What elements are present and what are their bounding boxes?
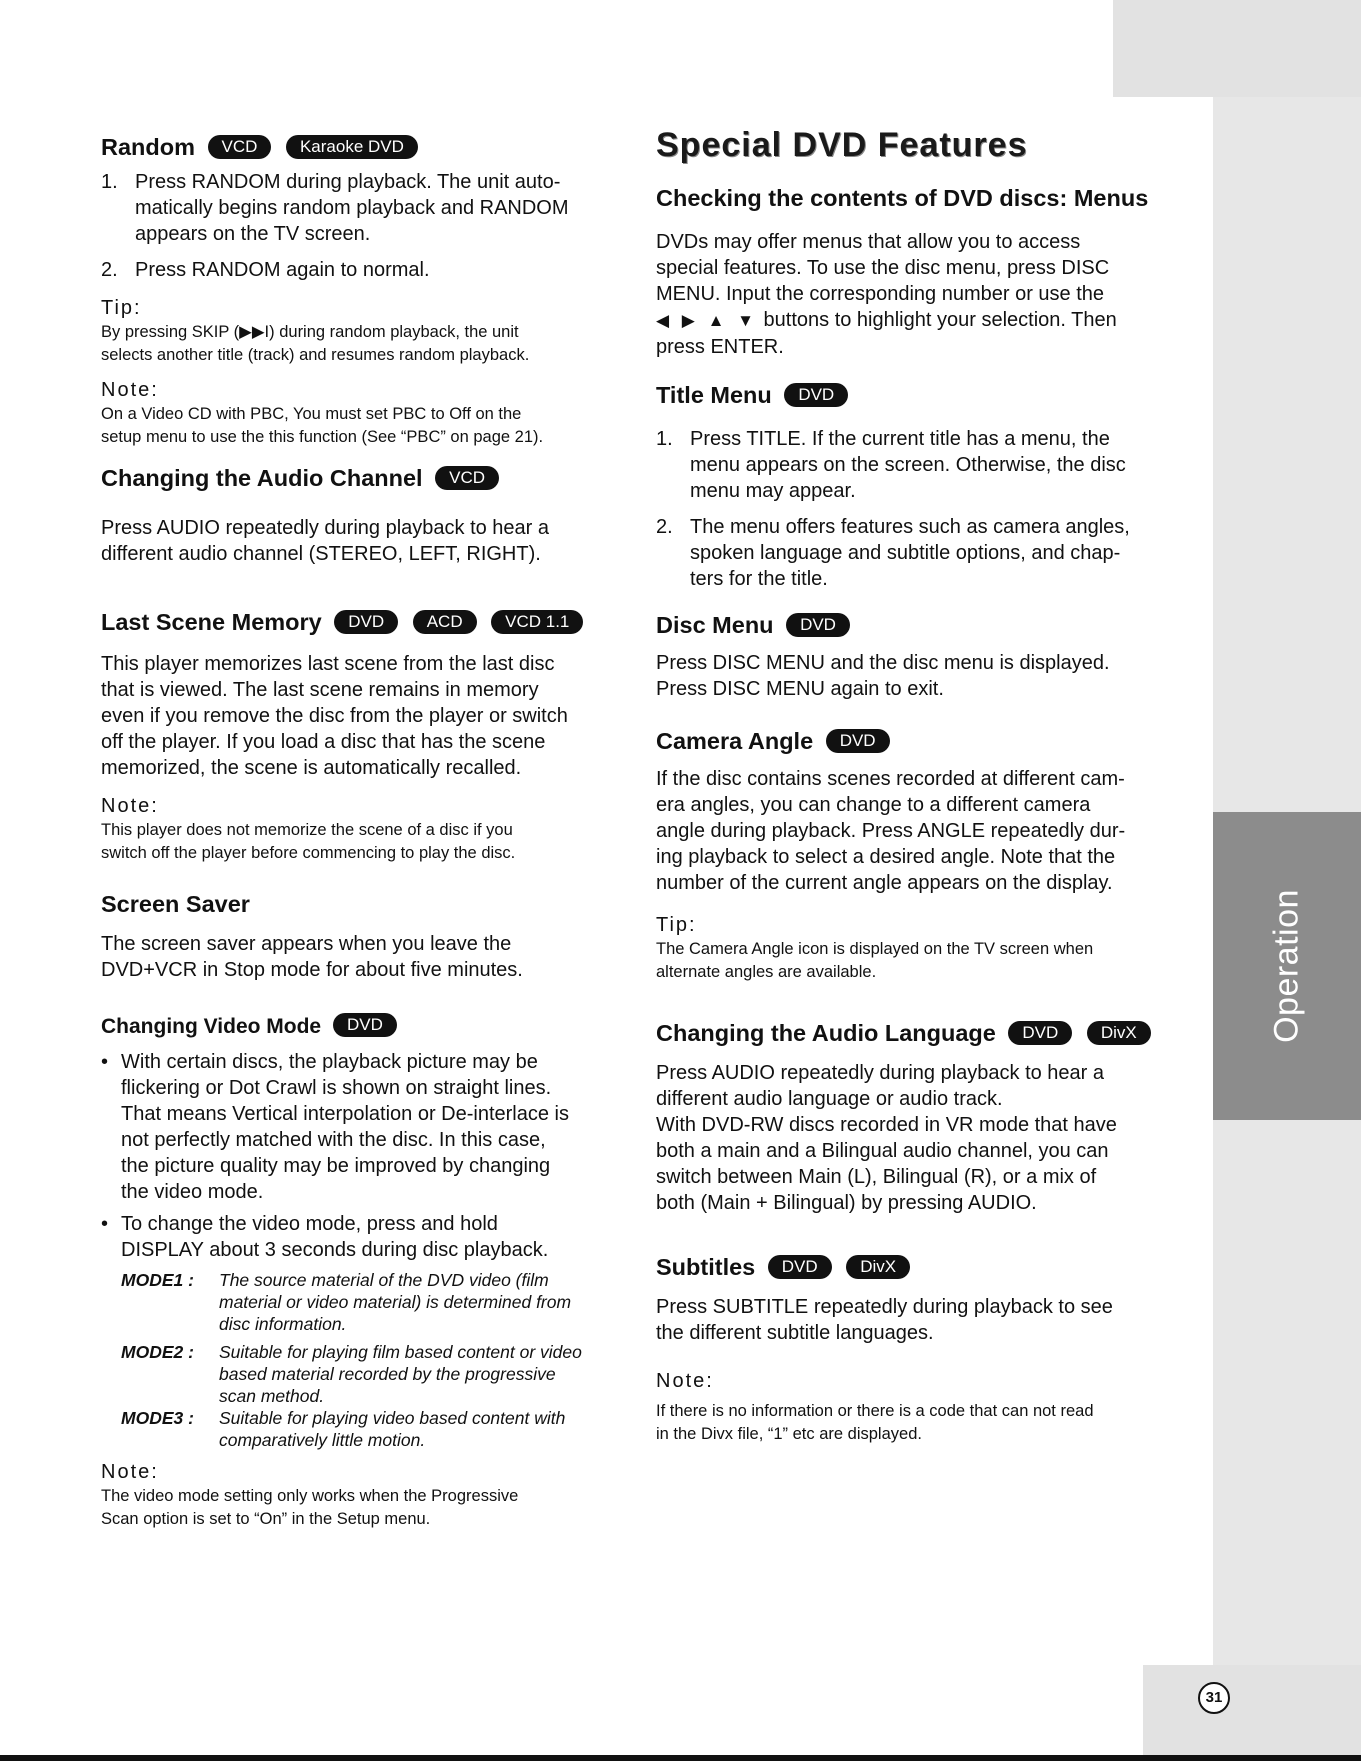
text-line: Press AUDIO repeatedly during playback to hear a [101,517,550,539]
note-text [101,819,621,865]
text-line: comparatively little motion. [219,1430,426,1450]
note-line: On a Video CD with PBC, You must set PBC to Off on the [101,405,522,423]
text-line: that is viewed. The last scene remains in memory [101,679,539,701]
section-tab-label: Operation [1267,889,1306,1043]
note-label: Note: [101,379,159,401]
camera-angle-text [656,766,1191,896]
page-number: 31 [1198,1682,1230,1714]
note-label: Note: [101,795,159,817]
text-line: angle during playback. Press ANGLE repeatedly dur- [656,820,1126,842]
text-line: off the player. If you load a disc that has the scene [101,731,546,753]
tip-text [656,938,1191,984]
text-line: Press TITLE. If the current title has a menu, the [690,428,1110,450]
left-column [101,125,621,1531]
random-step1-line: appears on the TV screen. [135,223,371,245]
text-line: Suitable for playing film based content or video [219,1342,582,1362]
text-line: scan method. [219,1386,325,1406]
page-title: Special DVD Features [656,126,1028,164]
camera-angle-title: Camera Angle [656,728,814,754]
text-line: Suitable for playing video based content with [219,1408,566,1428]
note-text [656,1400,1191,1446]
last-scene-title: Last Scene Memory [101,609,322,635]
text-line: era angles, you can change to a different camera [656,794,1091,816]
karaoke-dvd-badge: Karaoke DVD [286,135,418,159]
text-line: DVD+VCR in Stop mode for about five minutes. [101,959,523,981]
note-text [101,403,621,449]
note-label: Note: [656,1370,714,1392]
text-line: The menu offers features such as camera angles, [690,516,1130,538]
text-line: This player memorizes last scene from the last disc [101,653,555,675]
acd-badge: ACD [413,610,477,634]
text-line: ing playback to select a desired angle. Note that the [656,846,1116,868]
text-line: The source material of the DVD video (film [219,1270,549,1290]
subtitles-heading [656,1252,1191,1282]
disc-menu-heading [656,610,1191,640]
text-line: spoken language and subtitle options, and chap- [690,542,1121,564]
note-text [101,1485,621,1531]
tip-text [101,321,621,367]
screen-saver-text [101,931,621,983]
text-line: switch between Main (L), Bilingual (R), or a mix of [656,1166,1097,1188]
vcd-1-1-badge: VCD 1.1 [491,610,583,634]
divx-badge: DivX [1087,1021,1151,1045]
tip-line: By pressing SKIP (▶▶I) during random playback, the unit [101,323,519,341]
text-line: Press AUDIO repeatedly during playback to hear a [656,1062,1105,1084]
dvd-badge: DVD [1008,1021,1072,1045]
note-line: If there is no information or there is a code that can not read [656,1402,1094,1420]
dvd-badge: DVD [784,383,848,407]
random-step1-line: Press RANDOM during playback. The unit auto- [135,171,561,193]
bottom-rule [0,1755,1361,1761]
title-menu-steps [656,426,1191,592]
tip-line: The Camera Angle icon is displayed on the TV screen when [656,940,1094,958]
text-line: Press DISC MENU and the disc menu is displayed. [656,652,1110,674]
mode2-row [101,1341,621,1407]
tip-line: selects another title (track) and resumes random playback. [101,346,530,364]
list-item: 1. Press RANDOM during playback. The unit auto- matically begins random playback and RANDOM appears on the TV screen. [101,171,569,245]
note-line: The video mode setting only works when the Progressive [101,1487,519,1505]
mode1-row [101,1269,621,1335]
text-line: buttons to highlight your selection. Then [763,309,1117,331]
disc-menu-text [656,650,1191,702]
text-line: different audio language or audio track. [656,1088,1003,1110]
list-item: 2. The menu offers features such as camera angles, spoken language and subtitle options, and chap- ters for the title. [656,516,1130,590]
list-item: • With certain discs, the playback picture may be flickering or Dot Crawl is shown on straight lines. That means Vertical interpolation or De-interlace is not perfectly matched with the disc. In this case, the picture quality may be improved by changing the video mode. [101,1051,569,1203]
title-menu-title: Title Menu [656,382,772,408]
text-line: press ENTER. [656,336,784,358]
audio-language-heading [656,1018,1191,1048]
list-item: 1. Press TITLE. If the current title has a menu, the menu appears on the screen. Otherwise, the disc menu may appear. [656,428,1126,502]
text-line: If the disc contains scenes recorded at different cam- [656,768,1125,790]
video-mode-heading [101,1013,621,1041]
divx-badge: DivX [846,1255,910,1279]
note-line: switch off the player before commencing to play the disc. [101,844,516,862]
sidebar-foot-band [1143,1665,1361,1761]
vcd-badge: VCD [435,466,499,490]
audio-channel-text [101,515,621,567]
text-line: With DVD-RW discs recorded in VR mode that have [656,1114,1117,1136]
disc-menu-title: Disc Menu [656,612,774,638]
text-line: both (Main + Bilingual) by pressing AUDIO. [656,1192,1037,1214]
text-line: the different subtitle languages. [656,1322,934,1344]
camera-angle-heading [656,726,1191,756]
video-mode-bullets [101,1049,621,1263]
mode2-key: MODE2 : [121,1342,194,1362]
text-line: That means Vertical interpolation or De-interlace is [121,1103,569,1125]
screen-saver-heading: Screen Saver [101,891,250,917]
text-line: To change the video mode, press and hold [121,1213,498,1235]
tip-label: Tip: [101,297,142,319]
text-line: DISPLAY about 3 seconds during disc playback. [121,1239,549,1261]
title-menu-heading [656,380,1191,410]
dvd-badge: DVD [826,729,890,753]
note-line: This player does not memorize the scene of a disc if you [101,821,513,839]
audio-language-text [656,1060,1191,1216]
text-line: disc information. [219,1314,347,1334]
dvd-badge: DVD [768,1255,832,1279]
mode3-row [101,1407,621,1451]
text-line: DVDs may offer menus that allow you to access [656,231,1081,253]
note-line: in the Divx file, “1” etc are displayed. [656,1425,922,1443]
text-line: menu may appear. [690,480,856,502]
tip-label: Tip: [656,914,697,936]
random-steps [101,169,621,283]
random-heading [101,132,621,162]
arrow-buttons-icon: ◀ ▶ ▲ ▼ [656,311,758,330]
text-line: based material recorded by the progressive [219,1364,556,1384]
text-line: different audio channel (STEREO, LEFT, RIGHT). [101,543,541,565]
note-line: setup menu to use the this function (See “PBC” on page 21). [101,428,544,446]
note-line: Scan option is set to “On” in the Setup menu. [101,1510,431,1528]
sidebar-band [1213,97,1361,812]
random-step1-line: matically begins random playback and RANDOM [135,197,569,219]
text-line: the video mode. [121,1181,264,1203]
text-line: not perfectly matched with the disc. In this case, [121,1129,546,1151]
note-label: Note: [101,1461,159,1483]
menus-text [656,229,1191,360]
sidebar-band-lower [1213,1120,1361,1665]
text-line: material or video material) is determined from [219,1292,572,1312]
text-line: menu appears on the screen. Otherwise, the disc [690,454,1126,476]
subtitles-title: Subtitles [656,1254,756,1280]
mode1-key: MODE1 : [121,1270,194,1290]
sidebar-top-band [1113,0,1361,97]
right-column [656,125,1191,1446]
text-line: even if you remove the disc from the player or switch [101,705,568,727]
text-line: special features. To use the disc menu, press DISC [656,257,1110,279]
dvd-badge: DVD [333,1013,397,1037]
text-line: Press DISC MENU again to exit. [656,678,944,700]
dvd-badge: DVD [334,610,398,634]
text-line: number of the current angle appears on the display. [656,872,1113,894]
subtitles-text [656,1294,1191,1346]
text-line: ters for the title. [690,568,828,590]
last-scene-text [101,651,621,781]
text-line: flickering or Dot Crawl is shown on straight lines. [121,1077,552,1099]
random-title: Random [101,134,195,160]
vcd-badge: VCD [208,135,272,159]
text-line: both a main and a Bilingual audio channel, you can [656,1140,1109,1162]
menus-heading: Checking the contents of DVD discs: Menus [656,185,1149,211]
list-item: • To change the video mode, press and hold DISPLAY about 3 seconds during disc playback. [101,1213,549,1261]
text-line: Press SUBTITLE repeatedly during playback to see [656,1296,1113,1318]
tip-line: alternate angles are available. [656,963,877,981]
list-item: 2. Press RANDOM again to normal. [101,259,430,281]
audio-channel-title: Changing the Audio Channel [101,465,423,491]
text-line: The screen saver appears when you leave the [101,933,512,955]
random-step2: Press RANDOM again to normal. [135,259,430,281]
text-line: the picture quality may be improved by changing [121,1155,551,1177]
last-scene-heading [101,607,621,637]
mode3-key: MODE3 : [121,1408,194,1428]
text-line: MENU. Input the corresponding number or use the [656,283,1105,305]
video-mode-title: Changing Video Mode [101,1015,322,1038]
dvd-badge: DVD [786,613,850,637]
audio-channel-heading [101,463,621,493]
text-line: With certain discs, the playback picture may be [121,1051,538,1073]
audio-language-title: Changing the Audio Language [656,1020,996,1046]
text-line: memorized, the scene is automatically recalled. [101,757,522,779]
